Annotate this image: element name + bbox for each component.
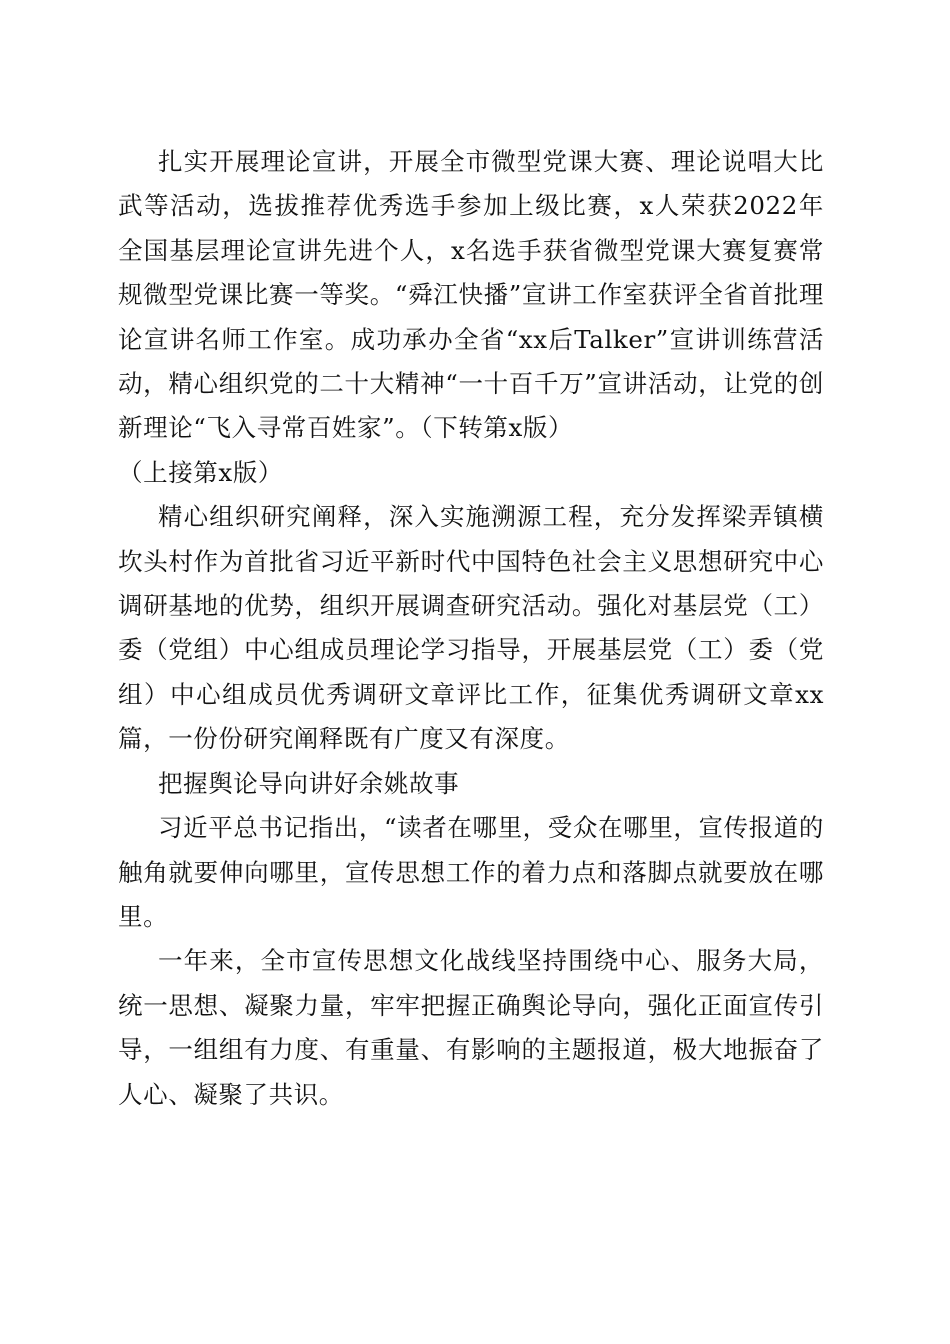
paragraph-year-summary: 一年来，全市宣传思想文化战线坚持围绕中心、服务大局，统一思想、凝聚力量，牢牢把握正确舆论导向，强化正面宣传引导，一组组有力度、有重量、有影响的主题报道，极大地振奋了人心、凝聚了共识。 [118, 946, 824, 1109]
paragraph-quote: 习近平总书记指出，“读者在哪里，受众在哪里，宣传报道的触角就要伸向哪里，宣传思想工作的着力点和落脚点就要放在哪里。 [118, 813, 824, 931]
paragraph-theory-lectures: 扎实开展理论宣讲，开展全市微型党课大赛、理论说唱大比武等活动，选拔推荐优秀选手参加上级比赛，x人荣获2022年全国基层理论宣讲先进个人，x名选手获省微型党课大赛复赛常规微型党课比赛一等奖。“舜江快播”宣讲工作室获评全省首批理论宣讲名师工作室。成功承办全省“xx后Talker”宣讲训练营活动，精心组织党的二十大精神“一十百千万”宣讲活动，让党的创新理论“飞入寻常百姓家”。（下转第x版） [118, 147, 824, 443]
continuation-note: （上接第x版） [118, 457, 284, 487]
paragraph-research: 精心组织研究阐释，深入实施溯源工程，充分发挥梁弄镇横坎头村作为首批省习近平新时代中国特色社会主义思想研究中心调研基地的优势，组织开展调查研究活动。强化对基层党（工）委（党组）中心组成员理论学习指导，开展基层党（工）委（党组）中心组成员优秀调研文章评比工作，征集优秀调研文章xx篇，一份份研究阐释既有广度又有深度。 [118, 502, 824, 754]
section-heading: 把握舆论导向讲好余姚故事 [158, 768, 460, 798]
document-page [118, 140, 824, 1117]
